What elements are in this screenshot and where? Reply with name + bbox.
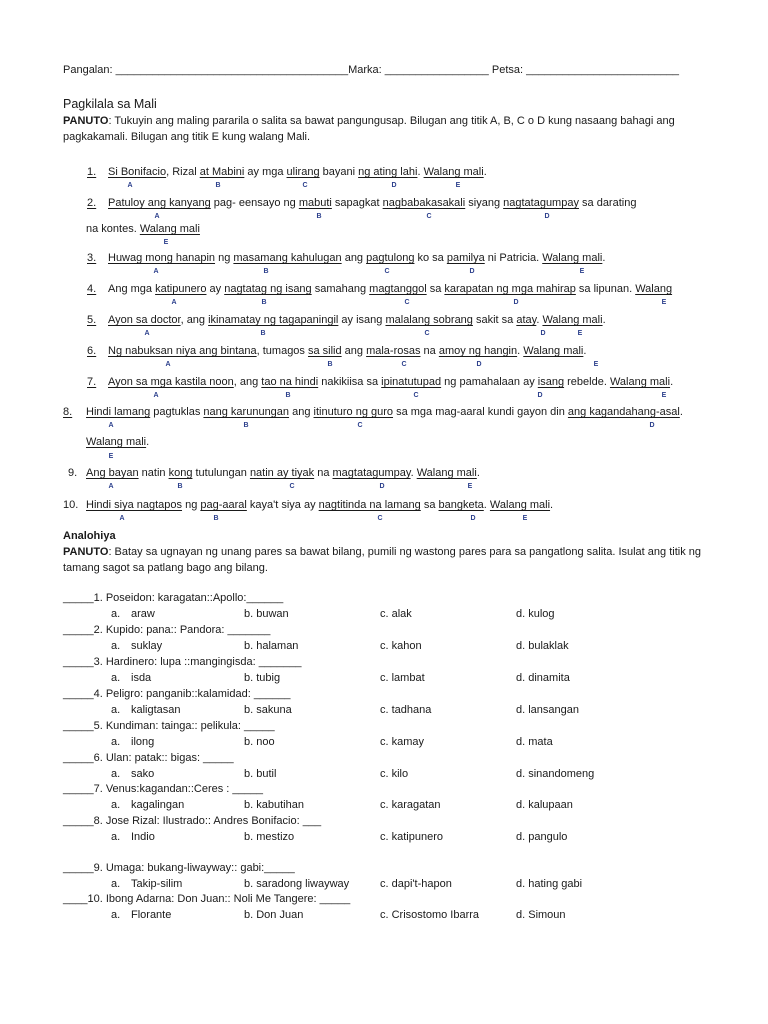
option-b[interactable]: b. buwan [244, 608, 289, 620]
option-c[interactable]: c. lambat [380, 672, 425, 684]
sentence-continuation [86, 436, 149, 448]
sentence-text: ay [206, 283, 225, 295]
option-d[interactable]: d. lansangan [516, 704, 579, 716]
choice-letter-c[interactable]: C [289, 483, 295, 490]
item-number: 10. [63, 499, 79, 511]
option-a-letter[interactable]: a. [111, 909, 121, 921]
choice-letter-e[interactable]: E [577, 330, 583, 337]
analogy-question [63, 592, 283, 604]
choice-letter-c[interactable]: C [424, 330, 430, 337]
sentence-line [108, 345, 586, 357]
sentence-text: na [314, 467, 333, 479]
sentence-text: tutulungan [192, 467, 250, 479]
sentence-text: . [550, 499, 554, 511]
sentence-text: . [517, 345, 524, 357]
option-a-letter[interactable]: a. [111, 704, 121, 716]
sentence-text: . [417, 166, 424, 178]
choice-letter-a[interactable]: A [119, 515, 125, 522]
choice-letter-a[interactable]: A [144, 330, 150, 337]
choice-letter-d[interactable]: D [476, 361, 482, 368]
underlined-part: kong [168, 467, 193, 479]
question-number: 1. [93, 592, 106, 604]
question-number: 2. [93, 624, 106, 636]
option-a[interactable]: kaligtasan [131, 704, 181, 716]
sentence-text: kaya't siya ay [246, 499, 319, 511]
choice-letter-e[interactable]: E [579, 268, 585, 275]
sentence-text: ay mga [244, 166, 287, 178]
option-a-letter[interactable]: a. [111, 878, 121, 890]
question-text: Venus:kagandan::Ceres : _____ [105, 783, 264, 795]
sentence-continuation [86, 223, 200, 235]
sentence-text: sa [420, 499, 439, 511]
underlined-part: Si Bonifacio [108, 166, 167, 178]
answer-blank[interactable]: _____ [63, 752, 94, 764]
option-b[interactable]: b. saradong liwayway [244, 878, 350, 890]
sentence-text: pagtuklas [150, 406, 204, 418]
underlined-part: Huwag mong hanapin [108, 252, 216, 264]
sentence-text: ang [341, 252, 367, 264]
sentence-text: nakikiisa sa [318, 376, 382, 388]
underlined-part: masamang kahulugan [233, 252, 342, 264]
choice-letter-a[interactable]: A [153, 392, 159, 399]
underlined-part: amoy ng hangin [438, 345, 518, 357]
date-blank[interactable]: _________________________ [526, 64, 680, 76]
part1-instr-label: PANUTO [63, 115, 109, 127]
choice-letter-d[interactable]: D [469, 268, 475, 275]
analogy-question [63, 893, 350, 905]
option-b[interactable]: b. mestizo [244, 831, 295, 843]
answer-blank[interactable]: _____ [63, 624, 94, 636]
item-number: 6. [87, 345, 97, 357]
option-d[interactable]: d. hating gabi [516, 878, 583, 890]
choice-letter-d[interactable]: D [540, 330, 546, 337]
analogy-question [63, 752, 234, 764]
underlined-part: itinuturo ng guro [313, 406, 394, 418]
choice-letter-a[interactable]: A [154, 213, 160, 220]
choice-letter-b[interactable]: B [260, 330, 266, 337]
option-b[interactable]: b. kabutihan [244, 799, 304, 811]
part1-title: Pagkilala sa Mali [63, 97, 157, 111]
part2-instr-label: PANUTO [63, 546, 109, 558]
underlined-part: at Mabini [199, 166, 245, 178]
choice-letter-b[interactable]: B [261, 299, 267, 306]
question-text: Kundiman: tainga:: pelikula: _____ [105, 720, 275, 732]
choice-letter-e[interactable]: E [522, 515, 528, 522]
option-a[interactable]: kagalingan [131, 799, 185, 811]
choice-letter-c[interactable]: C [357, 422, 363, 429]
sentence-text: ng [215, 252, 234, 264]
underlined-part: magtatagumpay [332, 467, 411, 479]
option-a-letter[interactable]: a. [111, 736, 121, 748]
date-label: Petsa: [491, 64, 524, 76]
choice-letter-e[interactable]: E [108, 453, 114, 460]
question-number: 6. [93, 752, 106, 764]
option-c[interactable]: c. tadhana [380, 704, 432, 716]
item-number: 5. [87, 314, 97, 326]
option-b[interactable]: b. Don Juan [244, 909, 304, 921]
sentence-text: ni Patricia. [484, 252, 543, 264]
option-c[interactable]: c. Crisostomo Ibarra [380, 909, 480, 921]
option-a[interactable]: ilong [131, 736, 155, 748]
sentence-text: . [583, 345, 587, 357]
choice-letter-c[interactable]: C [302, 182, 308, 189]
sentence-text: ng pamahalaan ay [441, 376, 538, 388]
option-c[interactable]: c. kamay [380, 736, 425, 748]
choice-letter-d[interactable]: D [649, 422, 655, 429]
underlined-part: magtanggol [369, 283, 427, 295]
question-number: 5. [93, 720, 106, 732]
underlined-part: Walang mali [523, 345, 584, 357]
underlined-part: nagtitinda na lamang [318, 499, 421, 511]
grade-blank[interactable]: _________________ [384, 64, 489, 76]
underlined-part: nagtatagumpay [503, 197, 579, 209]
sentence-text: sa darating [578, 197, 637, 209]
sentence-text: siyang [465, 197, 504, 209]
sentence-text: ay isang [338, 314, 386, 326]
option-b[interactable]: b. sakuna [244, 704, 292, 716]
question-text: Poseidon: karagatan::Apollo:______ [105, 592, 284, 604]
analogy-question [63, 783, 263, 795]
sentence-text: na [420, 345, 439, 357]
sentence-text: . [602, 314, 606, 326]
choice-letter-b[interactable]: B [213, 515, 219, 522]
underlined-part: nang karunungan [203, 406, 290, 418]
question-text: Ibong Adarna: Don Juan:: Noli Me Tangere: _____ [105, 893, 351, 905]
option-a-letter[interactable]: a. [111, 768, 121, 780]
name-label: Pangalan: [63, 64, 113, 76]
choice-letter-b[interactable]: B [243, 422, 249, 429]
underlined-part: Ang bayan [86, 467, 139, 479]
underlined-part: Hindi lamang [86, 406, 151, 418]
option-c[interactable]: c. dapi't-hapon [380, 878, 452, 890]
underlined-part: nagbabakasakali [382, 197, 466, 209]
analogy-question [63, 656, 302, 668]
underlined-part: mabuti [298, 197, 332, 209]
item-number: 9. [68, 467, 78, 479]
sentence-text: . [602, 252, 606, 264]
underlined-part: natin ay tiyak [249, 467, 315, 479]
question-text: Kupido: pana:: Pandora: _______ [105, 624, 271, 636]
choice-letter-e[interactable]: E [593, 361, 599, 368]
underlined-part: pamilya [446, 252, 485, 264]
option-d[interactable]: d. dinamita [516, 672, 570, 684]
choice-letter-d[interactable]: D [513, 299, 519, 306]
underlined-part: ipinatutupad [381, 376, 442, 388]
sentence-line [108, 166, 487, 178]
choice-letter-a[interactable]: A [108, 483, 114, 490]
part2-instructions [63, 544, 708, 576]
sentence-text: . [410, 467, 417, 479]
underlined-part: Walang mali [423, 166, 484, 178]
option-d[interactable]: d. kulog [516, 608, 555, 620]
option-d[interactable]: d. Simoun [516, 909, 566, 921]
underlined-part: Walang mali [542, 252, 603, 264]
grade-label: Marka: [348, 64, 382, 76]
part1-instructions [63, 113, 708, 145]
option-d[interactable]: d. mata [516, 736, 553, 748]
sentence-text: bayani [319, 166, 359, 178]
analogy-question [63, 720, 275, 732]
option-a-letter[interactable]: a. [111, 672, 121, 684]
sentence-text: rebelde. [564, 376, 610, 388]
underlined-part: Walang [635, 283, 673, 295]
sentence-line [108, 197, 636, 209]
option-c[interactable]: c. kahon [380, 640, 422, 652]
answer-blank[interactable]: _____ [63, 815, 94, 827]
item-number: 7. [87, 376, 97, 388]
part2-instr-text: : Batay sa ugnayan ng unang pares sa bawat bilang, pumili ng wastong pares para sa pangatlong salita. Isulat ang titik ng tamang sagot sa patlang bago ang bilang. [63, 546, 701, 574]
underlined-part: Ayon sa mga kastila noon [108, 376, 234, 388]
option-a-letter[interactable]: a. [111, 799, 121, 811]
choice-letter-b[interactable]: B [263, 268, 269, 275]
choice-letter-e[interactable]: E [163, 239, 169, 246]
sentence-text: Ang mga [108, 283, 156, 295]
sentence-line [108, 314, 606, 326]
underlined-part: nagtatag ng isang [224, 283, 312, 295]
option-c[interactable]: c. kilo [380, 768, 409, 780]
choice-letter-b[interactable]: B [327, 361, 333, 368]
underlined-part: Walang mali [542, 314, 603, 326]
part1-instr-text: : Tukuyin ang maling pararila o salita sa bawat pangungusap. Bilugan ang titik A, B, C o D kung nasaang bahagi ang pagkakamali. Bilugan ang titik E kung walang Mali. [63, 115, 675, 143]
sentence-text: . [146, 436, 150, 448]
sentence-line [86, 499, 553, 511]
sentence-text: . [679, 406, 683, 418]
sentence-line [86, 467, 480, 479]
part2-title: Analohiya [63, 530, 116, 542]
question-text: Peligro: panganib::kalamidad: ______ [105, 688, 291, 700]
choice-letter-d[interactable]: D [379, 483, 385, 490]
item-number: 8. [63, 406, 73, 418]
underlined-part: malalang sobrang [385, 314, 473, 326]
question-number: 3. [93, 656, 106, 668]
underlined-part: Ng nabuksan niya ang bintana [108, 345, 257, 357]
choice-letter-b[interactable]: B [285, 392, 291, 399]
option-a[interactable]: suklay [131, 640, 163, 652]
answer-blank[interactable]: _____ [63, 656, 94, 668]
sentence-text: . [476, 467, 480, 479]
option-a-letter[interactable]: a. [111, 640, 121, 652]
sentence-text: ang [341, 345, 367, 357]
underlined-part: Ayon sa doctor [108, 314, 181, 326]
sentence-text: pag- eensayo ng [210, 197, 299, 209]
underlined-part: katipunero [155, 283, 207, 295]
item-number: 2. [87, 197, 97, 209]
header-line [63, 64, 679, 76]
underlined-part: ng ating lahi [358, 166, 418, 178]
underlined-part: atay [516, 314, 537, 326]
answer-blank[interactable]: _____ [63, 592, 94, 604]
option-a[interactable]: Indio [131, 831, 155, 843]
sentence-text: , ang [233, 376, 262, 388]
answer-blank[interactable]: _____ [63, 688, 94, 700]
sentence-text: . [483, 499, 490, 511]
choice-letter-a[interactable]: A [108, 422, 114, 429]
choice-letter-e[interactable]: E [467, 483, 473, 490]
item-number: 4. [87, 283, 97, 295]
choice-letter-c[interactable]: C [377, 515, 383, 522]
underlined-part: ikinamatay ng tagapaningil [208, 314, 339, 326]
underlined-part: pagtulong [366, 252, 415, 264]
sentence-text: natin [138, 467, 169, 479]
option-a[interactable]: Florante [131, 909, 172, 921]
underlined-part: ulirang [286, 166, 320, 178]
choice-letter-b[interactable]: B [177, 483, 183, 490]
sentence-text: sa [426, 283, 445, 295]
analogy-question [63, 688, 291, 700]
question-number: 8. [93, 815, 106, 827]
underlined-part: mala-rosas [366, 345, 421, 357]
option-b[interactable]: b. butil [244, 768, 277, 780]
sentence-text: ang [289, 406, 314, 418]
question-text: Hardinero: lupa ::mangingisda: _______ [105, 656, 302, 668]
option-b[interactable]: b. noo [244, 736, 275, 748]
sentence-line [108, 376, 673, 388]
option-b[interactable]: b. halaman [244, 640, 299, 652]
option-c[interactable]: c. katipunero [380, 831, 443, 843]
underlined-part: Walang mali [489, 499, 551, 511]
choice-letter-e[interactable]: E [661, 392, 667, 399]
question-text: Jose Rizal: Ilustrado:: Andres Bonifacio: ___ [105, 815, 322, 827]
underlined-part: isang [537, 376, 565, 388]
underlined-part: ang kagandahang-asal [567, 406, 680, 418]
choice-letter-c[interactable]: C [384, 268, 390, 275]
sentence-text: , tumagos [256, 345, 308, 357]
option-a[interactable]: Takip-silim [131, 878, 183, 890]
underlined-part: Patuloy ang kanyang [108, 197, 211, 209]
choice-letter-a[interactable]: A [127, 182, 133, 189]
option-a-letter[interactable]: a. [111, 831, 121, 843]
choice-letter-b[interactable]: B [316, 213, 322, 220]
underlined-part: tao na hindi [261, 376, 319, 388]
underlined-part: pag-aaral [200, 499, 247, 511]
option-a[interactable]: isda [131, 672, 152, 684]
option-a[interactable]: sako [131, 768, 155, 780]
sentence-text: . [483, 166, 487, 178]
sentence-text: sakit sa [472, 314, 517, 326]
sentence-text: ng [182, 499, 201, 511]
underlined-part: Walang mali [416, 467, 477, 479]
option-d[interactable]: d. pangulo [516, 831, 568, 843]
choice-letter-d[interactable]: D [391, 182, 397, 189]
question-text: Ulan: patak:: bigas: _____ [105, 752, 234, 764]
analogy-question [63, 624, 270, 636]
sentence-text: , ang [180, 314, 209, 326]
sentence-line [108, 252, 605, 264]
choice-letter-c[interactable]: C [413, 392, 419, 399]
question-number: 10. [87, 893, 106, 905]
option-c[interactable]: c. karagatan [380, 799, 441, 811]
question-number: 9. [93, 862, 106, 874]
option-d[interactable]: d. kalupaan [516, 799, 573, 811]
choice-letter-a[interactable]: A [171, 299, 177, 306]
answer-blank[interactable]: _____ [63, 783, 94, 795]
choice-letter-a[interactable]: A [165, 361, 171, 368]
option-d[interactable]: d. sinandomeng [516, 768, 595, 780]
choice-letter-e[interactable]: E [455, 182, 461, 189]
sentence-text: ko sa [414, 252, 447, 264]
choice-letter-d[interactable]: D [537, 392, 543, 399]
underlined-part: Walang mali [609, 376, 671, 388]
choice-letter-a[interactable]: A [153, 268, 159, 275]
question-number: 4. [93, 688, 106, 700]
option-b[interactable]: b. tubig [244, 672, 281, 684]
underlined-part: Walang mali [139, 223, 200, 235]
choice-letter-c[interactable]: C [404, 299, 410, 306]
sentence-text: . [670, 376, 674, 388]
choice-letter-b[interactable]: B [215, 182, 221, 189]
analogy-question [63, 815, 321, 827]
question-number: 7. [93, 783, 106, 795]
item-number: 1. [87, 166, 97, 178]
option-c[interactable]: c. alak [380, 608, 412, 620]
answer-blank[interactable]: _____ [63, 862, 94, 874]
item-number: 3. [87, 252, 97, 264]
underlined-part: Walang mali [86, 436, 147, 448]
choice-letter-e[interactable]: E [661, 299, 667, 306]
answer-blank[interactable]: _____ [63, 720, 94, 732]
choice-letter-c[interactable]: C [401, 361, 407, 368]
answer-blank[interactable]: ____ [63, 893, 88, 905]
underlined-part: bangketa [438, 499, 484, 511]
choice-letter-d[interactable]: D [544, 213, 550, 220]
option-a[interactable]: araw [131, 608, 155, 620]
choice-letter-d[interactable]: D [470, 515, 476, 522]
sentence-text: sa lipunan. [575, 283, 636, 295]
question-text: Umaga: bukang-liwayway:: gabi:_____ [105, 862, 295, 874]
option-d[interactable]: d. bulaklak [516, 640, 569, 652]
underlined-part: karapatan ng mga mahirap [444, 283, 576, 295]
sentence-line [86, 406, 683, 418]
option-a-letter[interactable]: a. [111, 608, 121, 620]
sentence-text: , Rizal [166, 166, 200, 178]
underlined-part: sa silid [307, 345, 342, 357]
sentence-text: sa mga mag-aaral kundi gayon din [393, 406, 568, 418]
sentence-text: samahang [311, 283, 370, 295]
sentence-text: . [536, 314, 543, 326]
analogy-question [63, 862, 295, 874]
sentence-text: na kontes. [86, 223, 140, 235]
sentence-text: sapagkat [331, 197, 383, 209]
choice-letter-c[interactable]: C [426, 213, 432, 220]
sentence-line [108, 283, 672, 295]
name-blank[interactable]: ______________________________________ [115, 64, 349, 76]
underlined-part: Hindi siya nagtapos [86, 499, 183, 511]
